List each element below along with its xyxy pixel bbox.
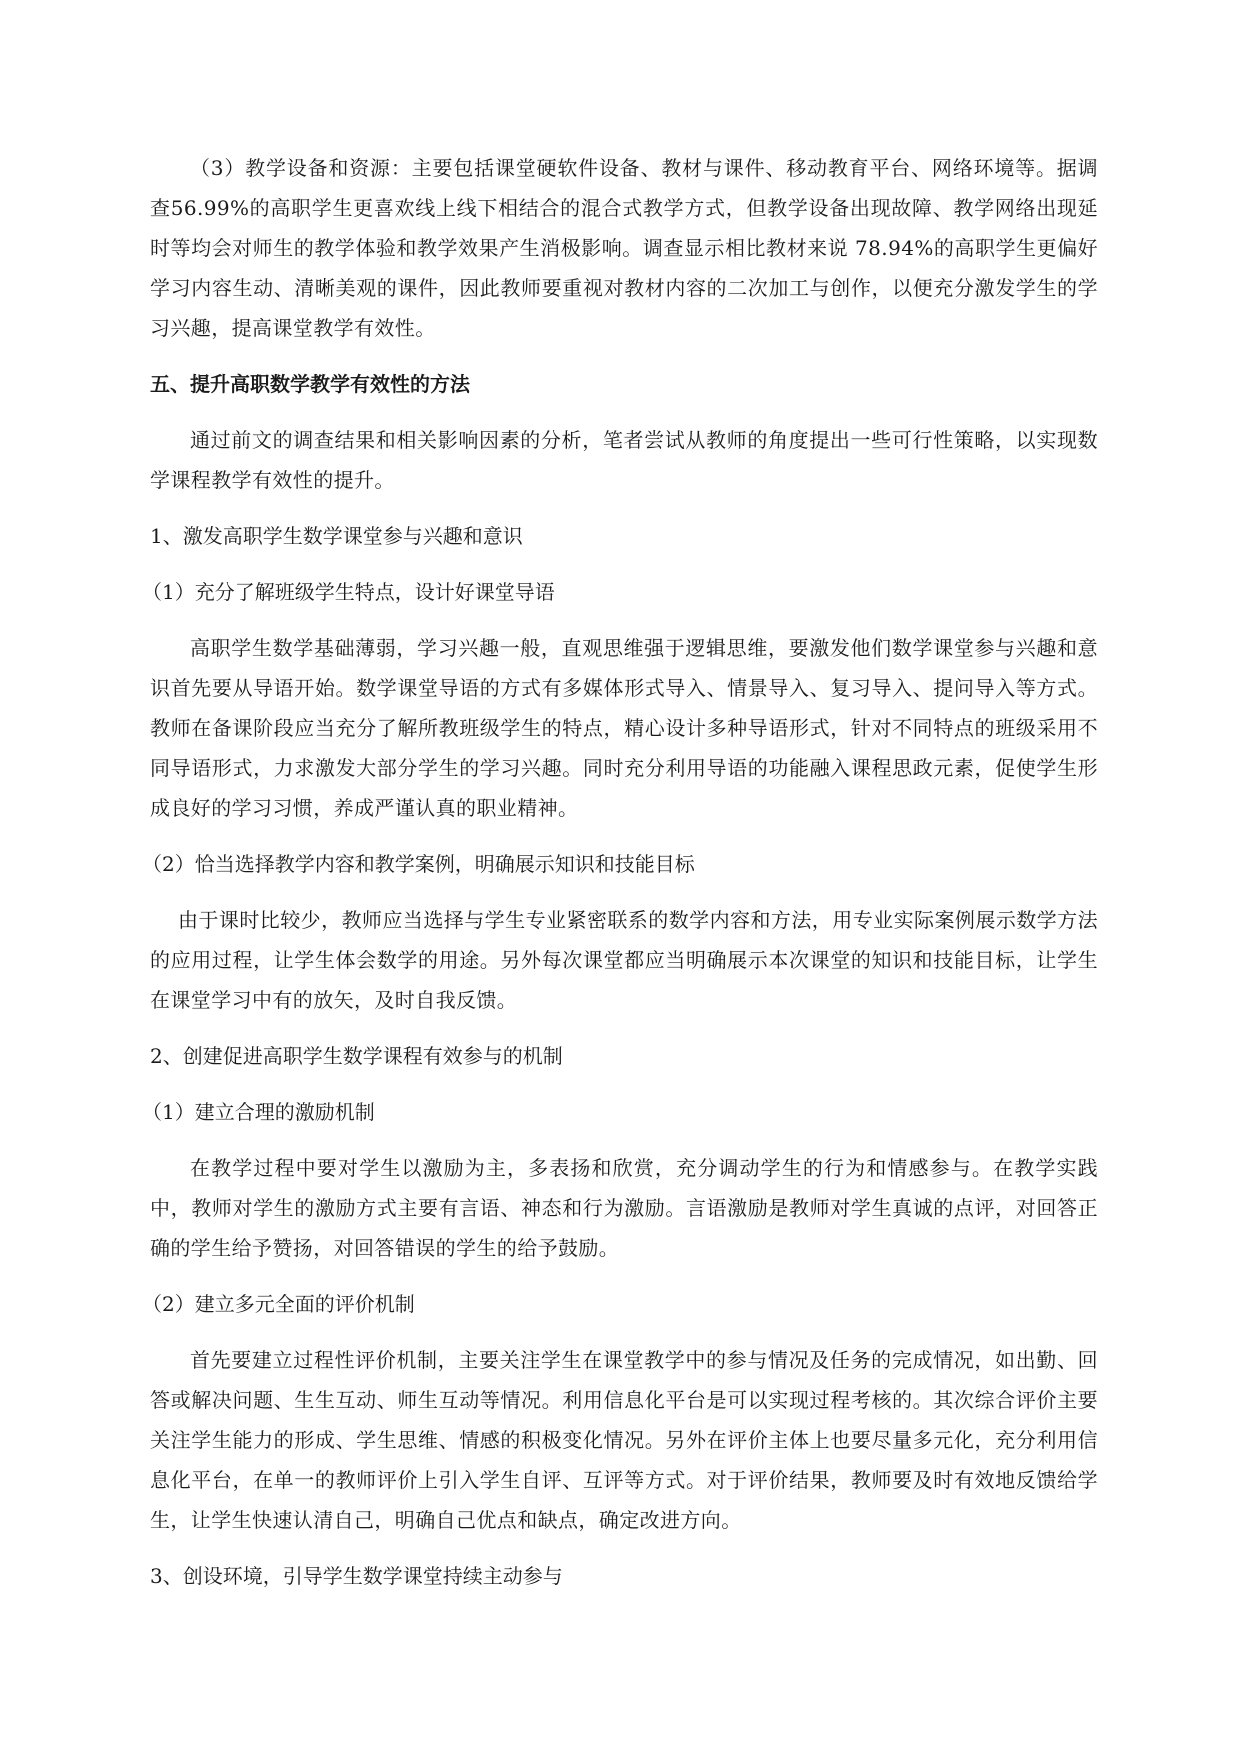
- heading-2-2: （2）建立多元全面的评价机制: [142, 1292, 415, 1316]
- heading-1-1: （1）充分了解班级学生特点，设计好课堂导语: [142, 580, 555, 604]
- paragraph-teaching-equipment: （3）教学设备和资源：主要包括课堂硬软件设备、教材与课件、移动教育平台、网络环境等。据调查56.99%的高职学生更喜欢线上线下相结合的混合式教学方式，但教学设备出现故障、教学网络出现延时等均会对师生的教学体验和教学效果产生消极影响。调查显示相比教材来说 78.94%的高职学生更偏好学习内容生动、清晰美观的课件，因此教师要重视对教材内容的二次加工与创作，以便充分激发学生的学习兴趣，提高课堂教学有效性。: [150, 156, 1098, 340]
- paragraph-content-selection: 由于课时比较少，教师应当选择与学生专业紧密联系的数学内容和方法，用专业实际案例展示数学方法的应用过程，让学生体会数学的用途。另外每次课堂都应当明确展示本次课堂的知识和技能目标，让学生在课堂学习中有的放矢，及时自我反馈。: [150, 908, 1098, 1012]
- paragraph-classroom-intro: 高职学生数学基础薄弱，学习兴趣一般，直观思维强于逻辑思维，要激发他们数学课堂参与兴趣和意识首先要从导语开始。数学课堂导语的方式有多媒体形式导入、情景导入、复习导入、提问导入等方式。教师在备课阶段应当充分了解所教班级学生的特点，精心设计多种导语形式，针对不同特点的班级采用不同导语形式，力求激发大部分学生的学习兴趣。同时充分利用导语的功能融入课程思政元素，促使学生形成良好的学习习惯，养成严谨认真的职业精神。: [150, 636, 1098, 820]
- heading-2-1: （1）建立合理的激励机制: [142, 1100, 375, 1124]
- paragraph-intro-strategies: 通过前文的调查结果和相关影响因素的分析，笔者尝试从教师的角度提出一些可行性策略，以实现数学课程教学有效性的提升。: [150, 428, 1098, 492]
- paragraph-evaluation: 首先要建立过程性评价机制，主要关注学生在课堂教学中的参与情况及任务的完成情况，如出勤、回答或解决问题、生生互动、师生互动等情况。利用信息化平台是可以实现过程考核的。其次综合评价主要关注学生能力的形成、学生思维、情感的积极变化情况。另外在评价主体上也要尽量多元化，充分利用信息化平台，在单一的教师评价上引入学生自评、互评等方式。对于评价结果，教师要及时有效地反馈给学生，让学生快速认清自己，明确自己优点和缺点，确定改进方向。: [150, 1348, 1098, 1532]
- heading-2: 2、创建促进高职学生数学课程有效参与的机制: [150, 1044, 563, 1068]
- document-page: [142, 148, 1098, 1612]
- heading-3: 3、创设环境，引导学生数学课堂持续主动参与: [150, 1564, 563, 1588]
- heading-1: 1、激发高职学生数学课堂参与兴趣和意识: [150, 524, 523, 548]
- paragraph-incentive: 在教学过程中要对学生以激励为主，多表扬和欣赏，充分调动学生的行为和情感参与。在教学实践中，教师对学生的激励方式主要有言语、神态和行为激励。言语激励是教师对学生真诚的点评，对回答正确的学生给予赞扬，对回答错误的学生的给予鼓励。: [150, 1156, 1098, 1260]
- section-title-methods: 五、提升高职数学教学有效性的方法: [150, 372, 470, 396]
- heading-1-2: （2）恰当选择教学内容和教学案例，明确展示知识和技能目标: [142, 852, 695, 876]
